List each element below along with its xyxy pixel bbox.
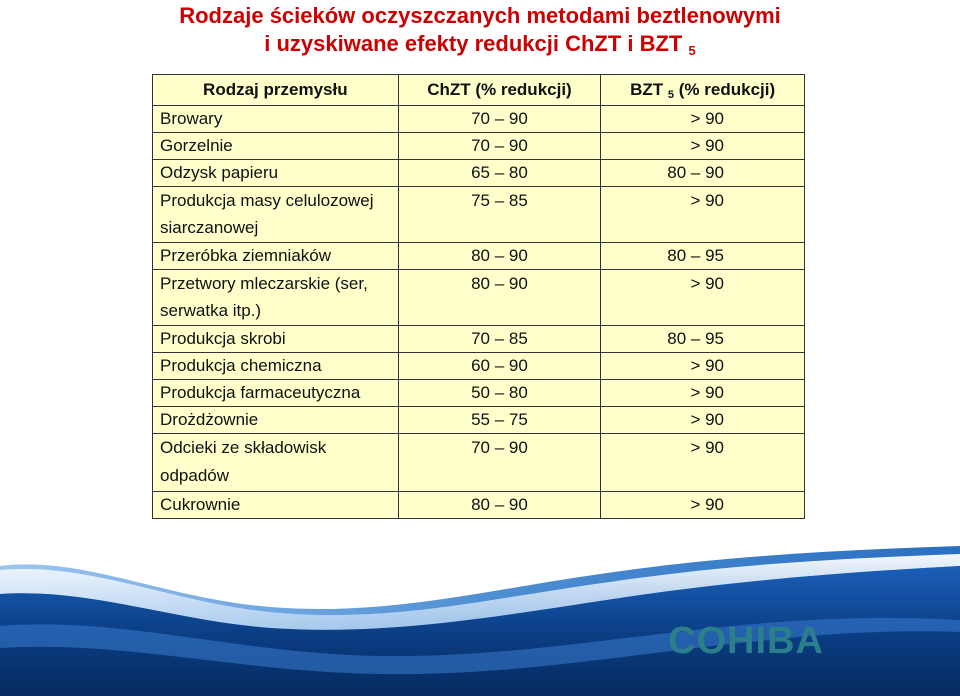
table-row bbox=[153, 243, 805, 270]
header-bzt bbox=[601, 75, 805, 106]
bzt-cell: > 90 bbox=[601, 270, 805, 326]
industry-cell: Produkcja farmaceutyczna bbox=[153, 380, 399, 407]
header-bzt-suffix: (% redukcji) bbox=[674, 80, 776, 99]
industry-cell: Przetwory mleczarskie (ser, serwatka itp.) bbox=[153, 270, 399, 326]
bzt-cell: > 90 bbox=[601, 353, 805, 380]
table-row bbox=[153, 160, 805, 187]
bzt-cell: 80 – 95 bbox=[601, 243, 805, 270]
chzt-cell: 80 – 90 bbox=[398, 243, 601, 270]
bzt-cell: > 90 bbox=[601, 407, 805, 434]
water-wave-image bbox=[0, 536, 960, 696]
title-line-2 bbox=[0, 30, 960, 58]
industry-cell: Produkcja skrobi bbox=[153, 326, 399, 353]
chzt-cell: 80 – 90 bbox=[398, 270, 601, 326]
title-line-1: Rodzaje ścieków oczyszczanych metodami beztlenowymi bbox=[179, 3, 781, 28]
table-row bbox=[153, 380, 805, 407]
table-row bbox=[153, 407, 805, 434]
bzt-cell: > 90 bbox=[601, 434, 805, 492]
bzt-cell: > 90 bbox=[601, 133, 805, 160]
industry-cell: Odcieki ze składowisk odpadów bbox=[153, 434, 399, 492]
slide-title bbox=[0, 2, 960, 58]
table-row bbox=[153, 492, 805, 519]
header-bzt-subscript: 5 bbox=[667, 89, 675, 101]
bzt-cell: > 90 bbox=[601, 380, 805, 407]
bzt-cell: 80 – 95 bbox=[601, 326, 805, 353]
table-row bbox=[153, 270, 805, 326]
title-subscript: 5 bbox=[688, 43, 696, 58]
chzt-cell: 70 – 85 bbox=[398, 326, 601, 353]
bzt-cell: > 90 bbox=[601, 187, 805, 243]
cohiba-logo bbox=[646, 620, 846, 660]
chzt-cell: 70 – 90 bbox=[398, 106, 601, 133]
header-chzt: ChZT (% redukcji) bbox=[398, 75, 601, 106]
chzt-cell: 70 – 90 bbox=[398, 133, 601, 160]
industry-cell: Cukrownie bbox=[153, 492, 399, 519]
industry-cell: Przeróbka ziemniaków bbox=[153, 243, 399, 270]
chzt-cell: 70 – 90 bbox=[398, 434, 601, 492]
bzt-cell: > 90 bbox=[601, 492, 805, 519]
reduction-table bbox=[152, 74, 805, 519]
industry-cell: Produkcja masy celulozowej siarczanowej bbox=[153, 187, 399, 243]
bzt-cell: 80 – 90 bbox=[601, 160, 805, 187]
industry-cell: Odzysk papieru bbox=[153, 160, 399, 187]
chzt-cell: 55 – 75 bbox=[398, 407, 601, 434]
header-industry: Rodzaj przemysłu bbox=[153, 75, 399, 106]
table-row bbox=[153, 106, 805, 133]
table-row bbox=[153, 326, 805, 353]
chzt-cell: 80 – 90 bbox=[398, 492, 601, 519]
logo-text: COHIBA bbox=[668, 620, 824, 660]
industry-cell: Gorzelnie bbox=[153, 133, 399, 160]
table-row bbox=[153, 353, 805, 380]
table-row bbox=[153, 434, 805, 492]
table-row bbox=[153, 187, 805, 243]
industry-cell: Drożdżownie bbox=[153, 407, 399, 434]
table-row bbox=[153, 133, 805, 160]
chzt-cell: 65 – 80 bbox=[398, 160, 601, 187]
title-line-2-text: i uzyskiwane efekty redukcji ChZT i BZT bbox=[264, 31, 683, 56]
chzt-cell: 50 – 80 bbox=[398, 380, 601, 407]
table-header-row bbox=[153, 75, 805, 106]
header-bzt-prefix: BZT bbox=[630, 80, 664, 99]
chzt-cell: 60 – 90 bbox=[398, 353, 601, 380]
chzt-cell: 75 – 85 bbox=[398, 187, 601, 243]
bzt-cell: > 90 bbox=[601, 106, 805, 133]
industry-cell: Produkcja chemiczna bbox=[153, 353, 399, 380]
industry-cell: Browary bbox=[153, 106, 399, 133]
